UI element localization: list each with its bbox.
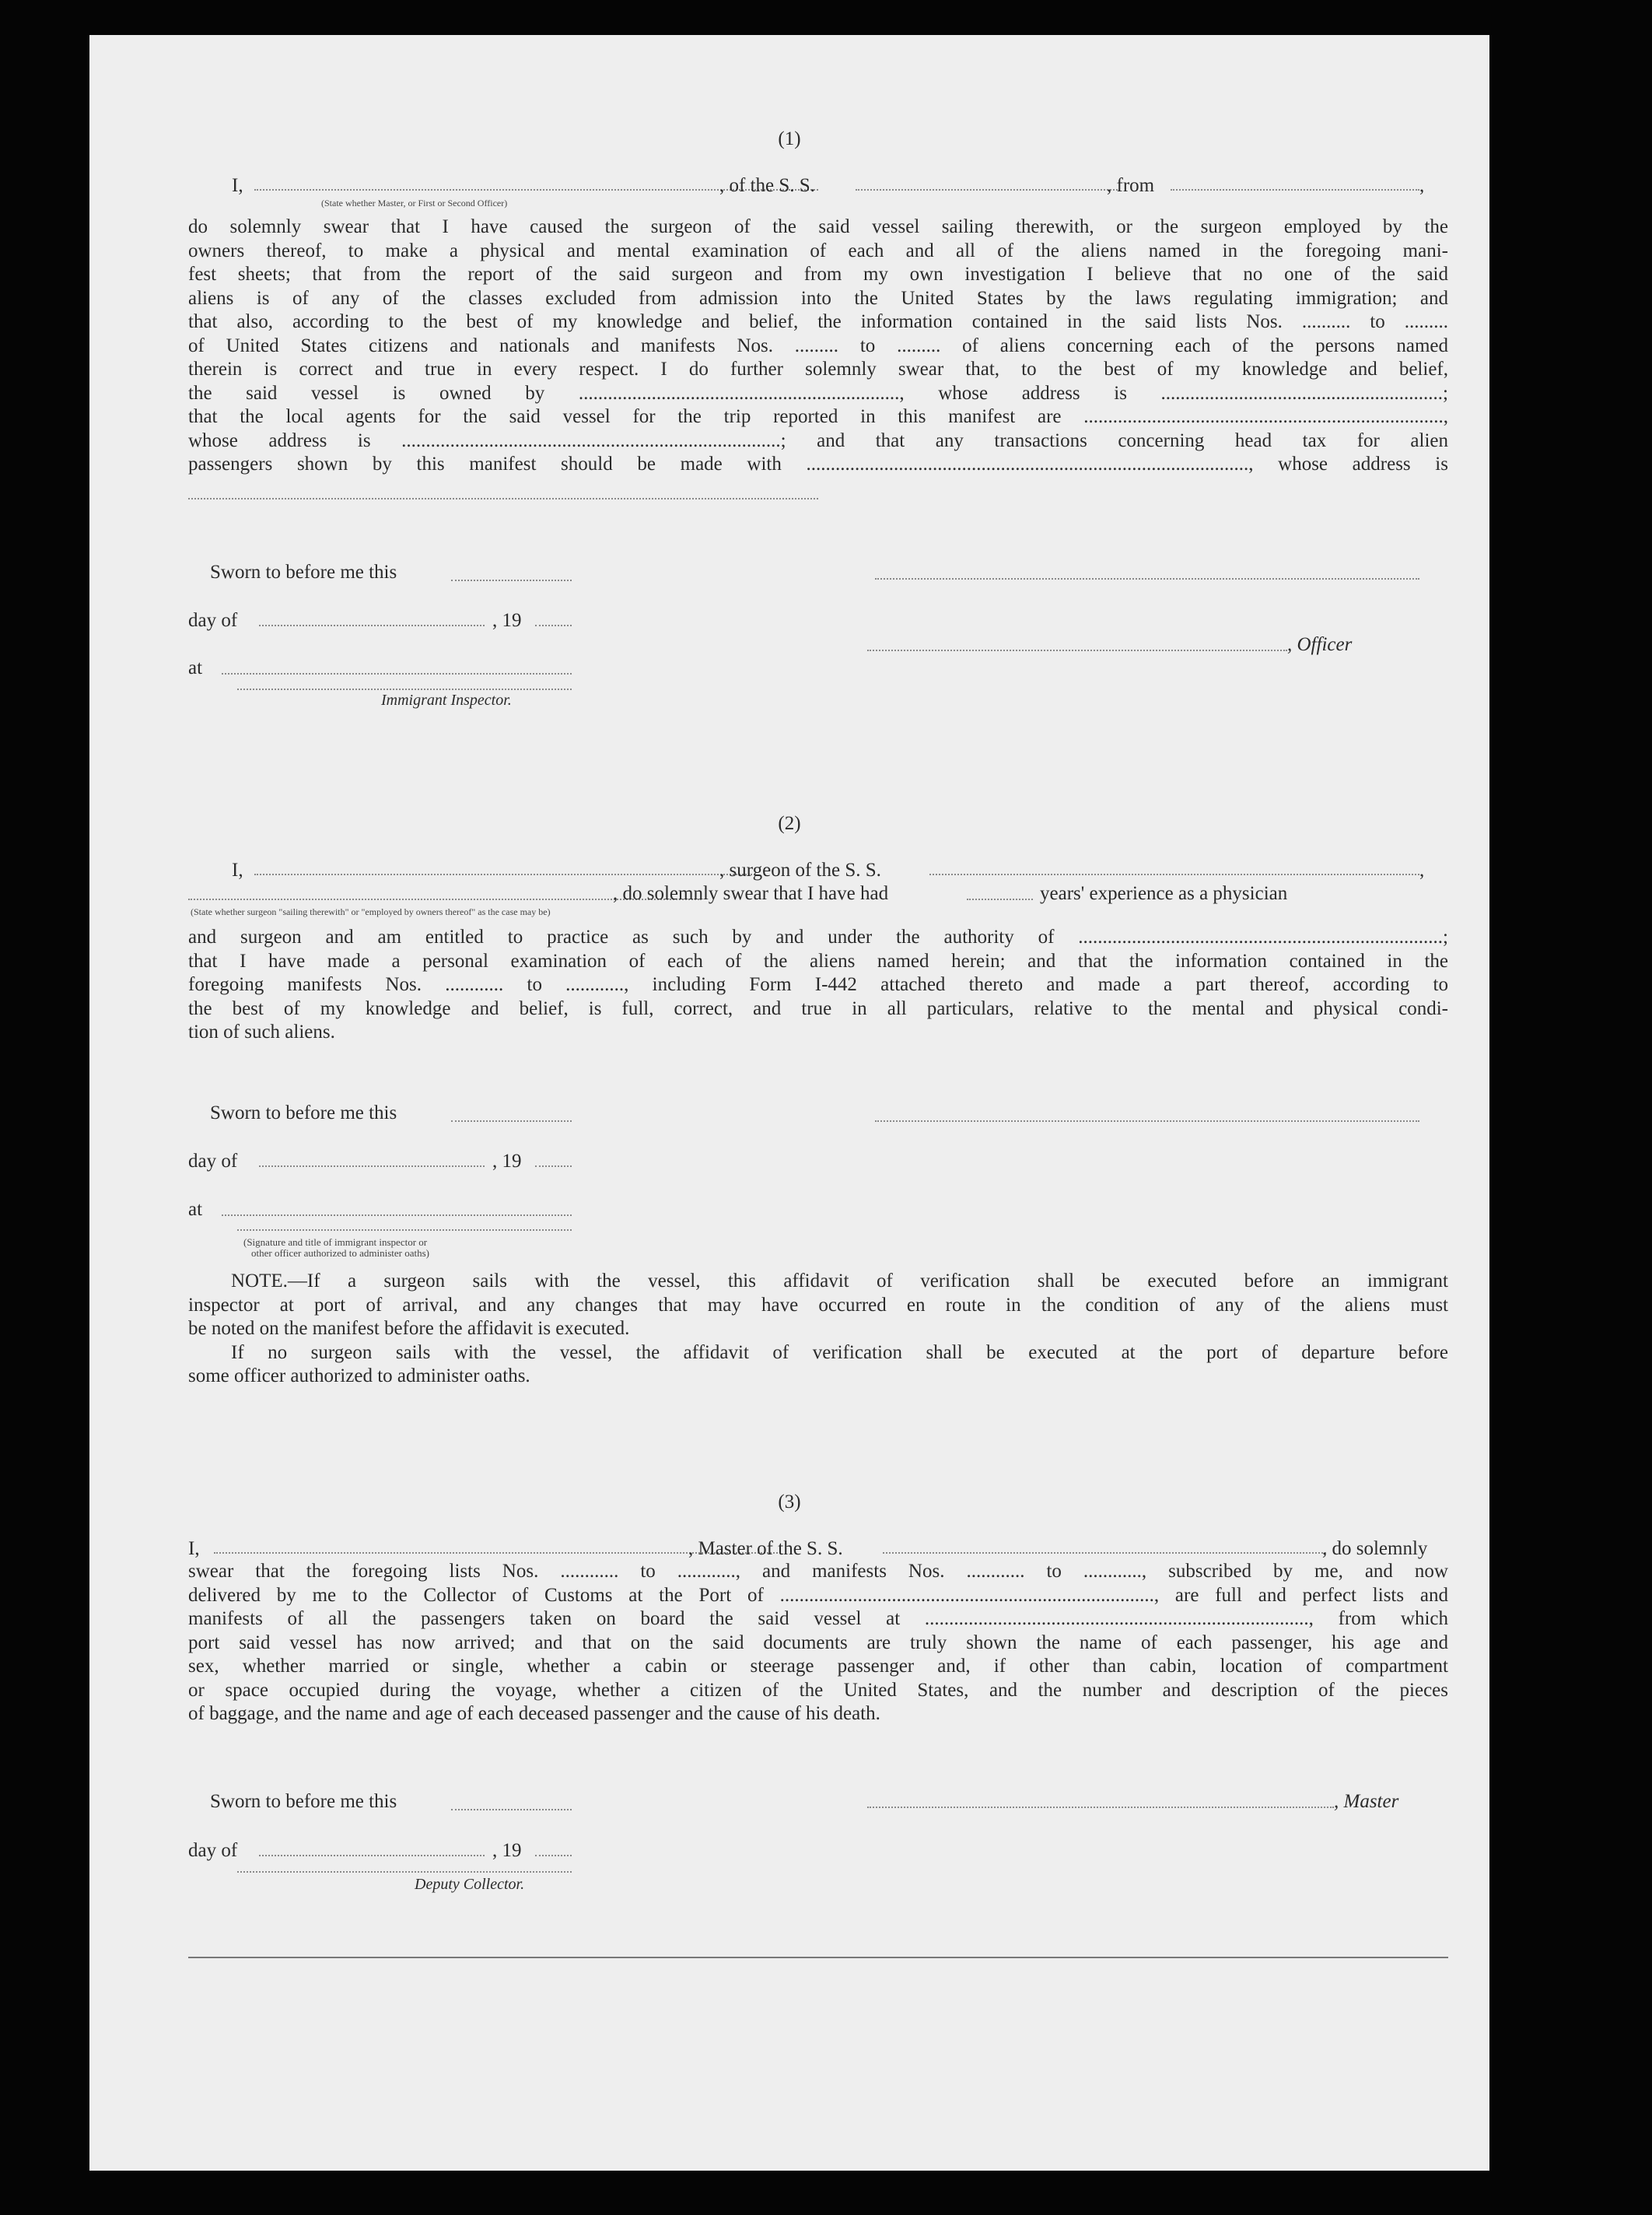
para-line: the best of my knowledge and belief, is full, correct, and true in all particulars, relative to the mental and physical condi- — [188, 997, 1448, 1019]
section-2-paragraph — [188, 926, 1448, 1045]
section-1-comma: , — [1419, 175, 1425, 196]
ship-name-blank — [856, 189, 1120, 191]
para-line: aliens is of any of the classes excluded from admission into the United States by the laws regulating immigration; and — [188, 287, 1448, 309]
para-line: sex, whether married or single, whether a cabin or steerage passenger and, if other than cabin, location of compartment — [188, 1656, 1448, 1677]
para-line: that I have made a personal examination of each of the aliens named herein; and that the information contained in the — [188, 950, 1448, 972]
para-line: do solemnly swear that I have caused the surgeon of the said vessel sailing therewith, or the surgeon employed by the — [188, 216, 1448, 237]
section-1-day-of: day of — [188, 610, 238, 631]
para-line: swear that the foregoing lists Nos. ............ to ............, and manifests Nos. ............ to ............, subscribed by me, and now — [188, 1561, 1448, 1582]
para-line: that the local agents for the said vessel for the trip reported in this manifest are .........................................................................., — [188, 406, 1448, 427]
signature-note-line-1: (Signature and title of immigrant inspector or — [243, 1236, 428, 1248]
manifest-affidavit-page — [89, 35, 1489, 2171]
section-1-of-ss: , of the S. S. — [719, 175, 815, 196]
section-2-note: (State whether surgeon "sailing therewith" or "employed by owners thereof" as the case may be) — [191, 906, 551, 917]
master-label: , Master — [1334, 1791, 1399, 1812]
year-blank-1 — [535, 625, 572, 626]
section-1-i: I, — [232, 175, 243, 196]
year-blank-3 — [535, 1855, 572, 1856]
ship-name-blank-3 — [883, 1552, 1326, 1554]
section-2-surgeon: , surgeon of the S. S. — [719, 860, 881, 881]
sworn-day-blank — [451, 580, 572, 581]
section-1-paragraph — [188, 216, 1448, 477]
section-2-comma: , — [1419, 860, 1425, 881]
agent-continuation-blank — [188, 498, 818, 499]
signature-note-line-2: other officer authorized to administer oaths) — [251, 1247, 429, 1259]
section-2-year: , 19 — [492, 1151, 522, 1172]
section-2-sworn: Sworn to before me this — [210, 1102, 397, 1123]
master-signature-blank — [867, 1807, 1334, 1808]
month-blank-2 — [259, 1165, 485, 1167]
para-line: of United States citizens and nationals and manifests Nos. ......... to ......... of aliens concerning each of the persons named — [188, 335, 1448, 356]
section-2-day-of: day of — [188, 1151, 238, 1172]
para-line: foregoing manifests Nos. ............ to ............, including Form I-442 attached thereto and made a part thereof, according to — [188, 974, 1448, 995]
section-3-paragraph — [188, 1560, 1448, 1726]
sworn-day-blank-3 — [451, 1809, 572, 1810]
officer-signature-blank-2 — [237, 1229, 572, 1231]
signature-blank-1 — [875, 578, 1419, 580]
note-line: some officer authorized to administer oaths. — [188, 1365, 530, 1386]
para-line: the said vessel is owned by .................................................................., whose address is ..........................................................; — [188, 382, 1448, 404]
signature-blank-2 — [875, 1120, 1419, 1122]
section-3-sworn: Sworn to before me this — [210, 1791, 397, 1812]
section-2-i: I, — [232, 860, 243, 881]
years-blank — [967, 899, 1033, 900]
para-line: tion of such aliens. — [188, 1022, 335, 1043]
section-1-year: , 19 — [492, 610, 522, 631]
para-line: whose address is ..............................................................................; and that any transactions concerning head tax for alien — [188, 429, 1448, 451]
para-line: port said vessel has now arrived; and that on the said documents are truly shown the name of each passenger, his age and — [188, 1631, 1448, 1653]
section-1-note: (State whether Master, or First or Second Officer) — [321, 198, 508, 209]
year-blank-2 — [535, 1165, 572, 1167]
para-line: or space occupied during the voyage, whether a citizen of the United States, and the number and description of the pieces — [188, 1679, 1448, 1701]
surgeon-name-blank — [254, 874, 752, 875]
section-2-years: years' experience as a physician — [1040, 883, 1288, 904]
section-1-sworn: Sworn to before me this — [210, 562, 397, 583]
deputy-collector-label: Deputy Collector. — [415, 1876, 525, 1893]
section-3-solemnly: , do solemnly — [1322, 1538, 1428, 1559]
officer-label: , Officer — [1287, 634, 1353, 655]
note-line: If no surgeon sails with the vessel, the affidavit of verification shall be executed at the port of departure before — [231, 1341, 1448, 1363]
month-blank-1 — [259, 625, 485, 626]
from-port-blank — [1171, 189, 1419, 191]
para-line: of baggage, and the name and age of each deceased passenger and the cause of his death. — [188, 1703, 880, 1724]
month-blank-3 — [259, 1855, 485, 1856]
at-blank-1 — [222, 673, 572, 675]
section-1-number: (1) — [778, 128, 801, 149]
section-3-year: , 19 — [492, 1840, 522, 1861]
section-2-swear: , do solemnly swear that I have had — [613, 883, 889, 904]
para-line: therein is correct and true in every respect. I do further solemnly swear that, to the best of my knowledge and belief, — [188, 359, 1448, 380]
section-2-number: (2) — [778, 813, 801, 834]
section-1-from: , from — [1107, 175, 1155, 196]
para-line: delivered by me to the Collector of Customs at the Port of ............................................................................., are full and perfect lists and — [188, 1584, 1448, 1606]
section-3-number: (3) — [778, 1491, 801, 1512]
at-blank-2 — [222, 1214, 572, 1216]
immigrant-inspector-label: Immigrant Inspector. — [381, 692, 512, 709]
para-line: that also, according to the best of my knowledge and belief, the information contained in the said lists Nos. .......... to ......... — [188, 311, 1448, 332]
para-line: passengers shown by this manifest should be made with ..........................................................................................., whose address is — [188, 454, 1448, 475]
para-line: and surgeon and am entitled to practice as such by and under the authority of ...........................................................................; — [188, 927, 1448, 948]
para-line: fest sheets; that from the report of the said surgeon and from my own investigation I believe that no one of the said — [188, 264, 1448, 285]
note-line: inspector at port of arrival, and any changes that may have occurred en route in the condition of any of the aliens must — [188, 1294, 1448, 1316]
note-line: NOTE.—If a surgeon sails with the vessel, this affidavit of verification shall be executed before an immigrant — [231, 1270, 1448, 1291]
bottom-rule — [188, 1957, 1448, 1958]
section-1-at: at — [188, 657, 203, 678]
note-line: be noted on the manifest before the affidavit is executed. — [188, 1318, 630, 1339]
section-3-i: I, — [188, 1538, 200, 1559]
note-paragraph — [188, 1270, 1448, 1389]
section-3-day-of: day of — [188, 1840, 238, 1861]
para-line: manifests of all the passengers taken on board the said vessel at ..............................................................................., from which — [188, 1608, 1448, 1629]
officer-signature-blank — [867, 650, 1287, 651]
section-2-at: at — [188, 1199, 203, 1220]
sworn-day-blank-2 — [451, 1120, 572, 1122]
section-3-master: , Master of the S. S. — [688, 1538, 843, 1559]
para-line: owners thereof, to make a physical and mental examination of each and all of the aliens named in the foregoing mani- — [188, 240, 1448, 261]
surgeon-ship-blank — [929, 874, 1419, 875]
